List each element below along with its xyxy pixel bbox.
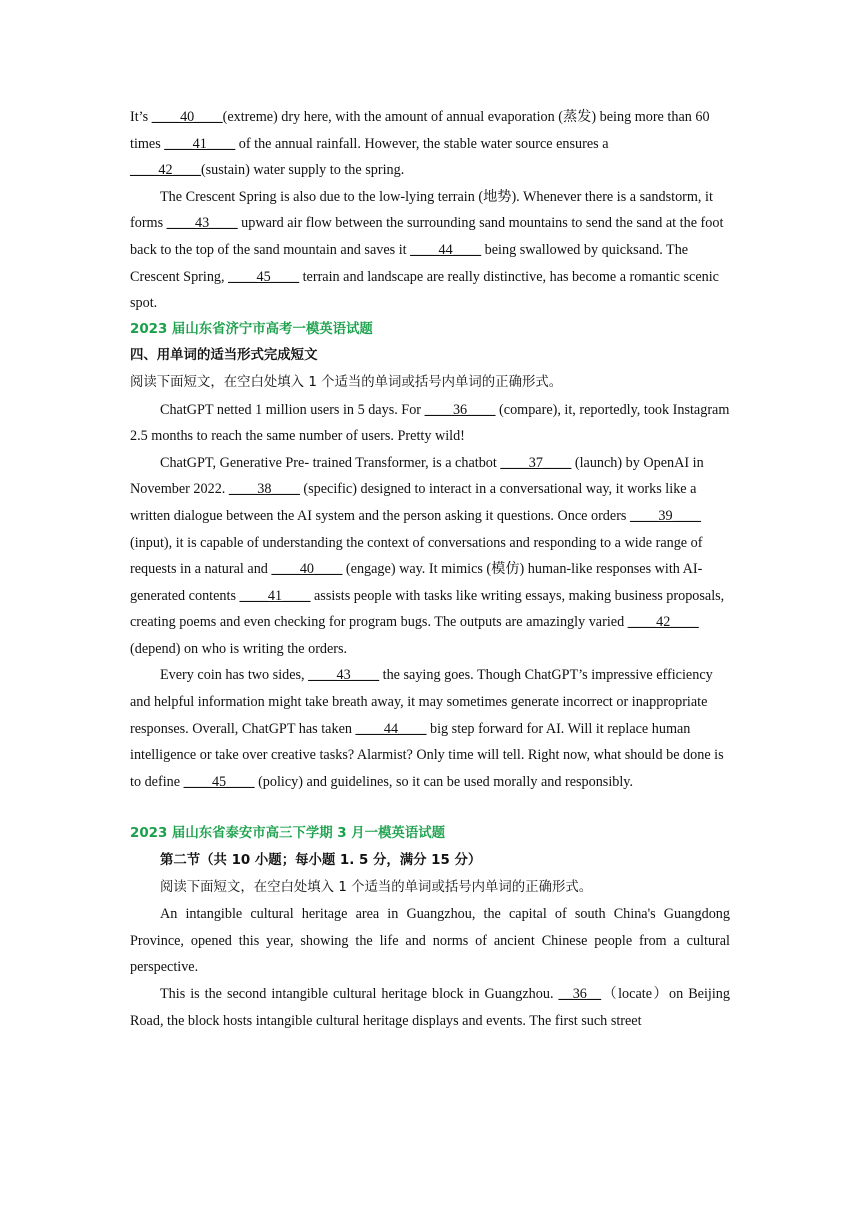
passage1-paragraph1 bbox=[130, 104, 730, 184]
blank-36: ____36____ bbox=[424, 401, 496, 418]
text-run: The Crescent Spring is also due to the low-lying terrain (地势). Whenever there is a sandstorm, it forms bbox=[130, 188, 713, 232]
blank-41: ____41____ bbox=[164, 135, 236, 152]
blank-44: ____44____ bbox=[410, 241, 482, 258]
section3-subheading: 第二节（共 10 小题；每小题 1. 5 分，满分 15 分） bbox=[160, 853, 482, 869]
section3-paragraph2 bbox=[130, 981, 730, 1034]
text-run: （locate）on Beijing Road, the block hosts intangible cultural heritage displays and events. The first such street bbox=[130, 986, 730, 1029]
passage1-paragraph2 bbox=[130, 184, 730, 317]
text-run: (extreme) dry here, with the amount of annual evaporation (蒸发) being more than 60 times bbox=[130, 109, 710, 152]
blank-39: ____39____ bbox=[630, 507, 701, 524]
document-body bbox=[130, 104, 730, 1034]
text-run: Every coin has two sides, bbox=[160, 667, 309, 684]
section2-paragraph3 bbox=[130, 662, 730, 795]
text-run: upward air flow between the surrounding sand mountains to send the sand at the foot back to the top of the sand mountain and saves it bbox=[130, 215, 724, 258]
blank-42: ____42____ bbox=[627, 614, 699, 631]
section2-instruction: 阅读下面短文，在空白处填入 1 个适当的单词或括号内单词的正确形式。 bbox=[130, 374, 563, 390]
section2-paragraph2 bbox=[130, 450, 730, 663]
section3-paragraph1: An intangible cultural heritage area in Guangzhou, the capital of south China's Guangdong Province, opened this year, showing the life and norms of ancient Chinese people from a cultural perspective. bbox=[130, 906, 730, 976]
text-run: ChatGPT netted 1 million users in 5 days. For bbox=[160, 401, 425, 418]
text-run: (specific) designed to interact in a conversational way, it works like a written dialogue between the AI system and the person asking it questions. Once orders bbox=[130, 481, 697, 524]
text-run: being swallowed by quicksand. The Crescent Spring, bbox=[130, 241, 689, 285]
blank-43: ____43____ bbox=[308, 667, 380, 684]
text-run: assists people with tasks like writing essays, making business proposals, creating poems and even checking for program bugs. The outputs are amazingly varied bbox=[130, 587, 725, 631]
text-run: It’s bbox=[130, 109, 152, 125]
blank-40: ____40____ bbox=[151, 109, 223, 125]
blank-45: ____45____ bbox=[183, 773, 255, 790]
text-run: ChatGPT, Generative Pre- trained Transformer, is a chatbot bbox=[160, 454, 501, 471]
section-spacer bbox=[130, 795, 730, 821]
blank-41: ____41____ bbox=[239, 587, 311, 604]
text-run: the saying goes. Though ChatGPT’s impressive efficiency and helpful information might take breath away, it may sometimes generate incorrect or inappropriate responses. Overall, ChatGPT has taken bbox=[130, 667, 713, 737]
text-run: (sustain) water supply to the spring. bbox=[200, 162, 405, 179]
text-run: (input), it is capable of understanding the context of conversations and responding to a wide range of requests in a natural and bbox=[130, 534, 703, 578]
section3-heading: 2023 届山东省泰安市高三下学期 3 月一模英语试题 bbox=[130, 826, 445, 842]
text-run: (policy) and guidelines, so it can be used morally and responsibly. bbox=[254, 773, 634, 790]
blank-43: ____43____ bbox=[166, 215, 238, 232]
text-run: (launch) by OpenAI in November 2022. bbox=[130, 454, 704, 498]
section2-paragraph1 bbox=[130, 397, 730, 450]
text-run: big step forward for AI. Will it replace human intelligence or take over creative tasks? Alarmist? Only time will tell. Right now, what should be done is to define bbox=[130, 720, 724, 790]
text-run: This is the second intangible cultural heritage block in Guangzhou. bbox=[160, 986, 559, 1002]
blank-38: ____38____ bbox=[228, 481, 300, 498]
text-run: terrain and landscape are really distinctive, has become a romantic scenic spot. bbox=[130, 268, 719, 312]
blank-36: __36__ bbox=[558, 986, 602, 1002]
blank-44: ____44____ bbox=[355, 720, 427, 737]
text-run: (engage) way. It mimics (模仿) human-like responses with AI-generated contents bbox=[130, 561, 703, 604]
section2-heading: 2023 届山东省济宁市高考一模英语试题 bbox=[130, 321, 373, 337]
text-run: (compare), it, reportedly, took Instagram 2.5 months to reach the same number of users. Pretty wild! bbox=[130, 401, 730, 445]
section2-subheading: 四、用单词的适当形式完成短文 bbox=[130, 348, 318, 364]
text-run: of the annual rainfall. However, the stable water source ensures a bbox=[235, 135, 609, 152]
blank-37: ____37____ bbox=[500, 454, 572, 471]
blank-40: ____40____ bbox=[271, 561, 343, 578]
blank-45: ____45____ bbox=[228, 268, 300, 285]
section3-instruction: 阅读下面短文，在空白处填入 1 个适当的单词或括号内单词的正确形式。 bbox=[160, 879, 593, 895]
blank-42: ____42____ bbox=[130, 162, 201, 179]
text-run: (depend) on who is writing the orders. bbox=[130, 640, 348, 657]
